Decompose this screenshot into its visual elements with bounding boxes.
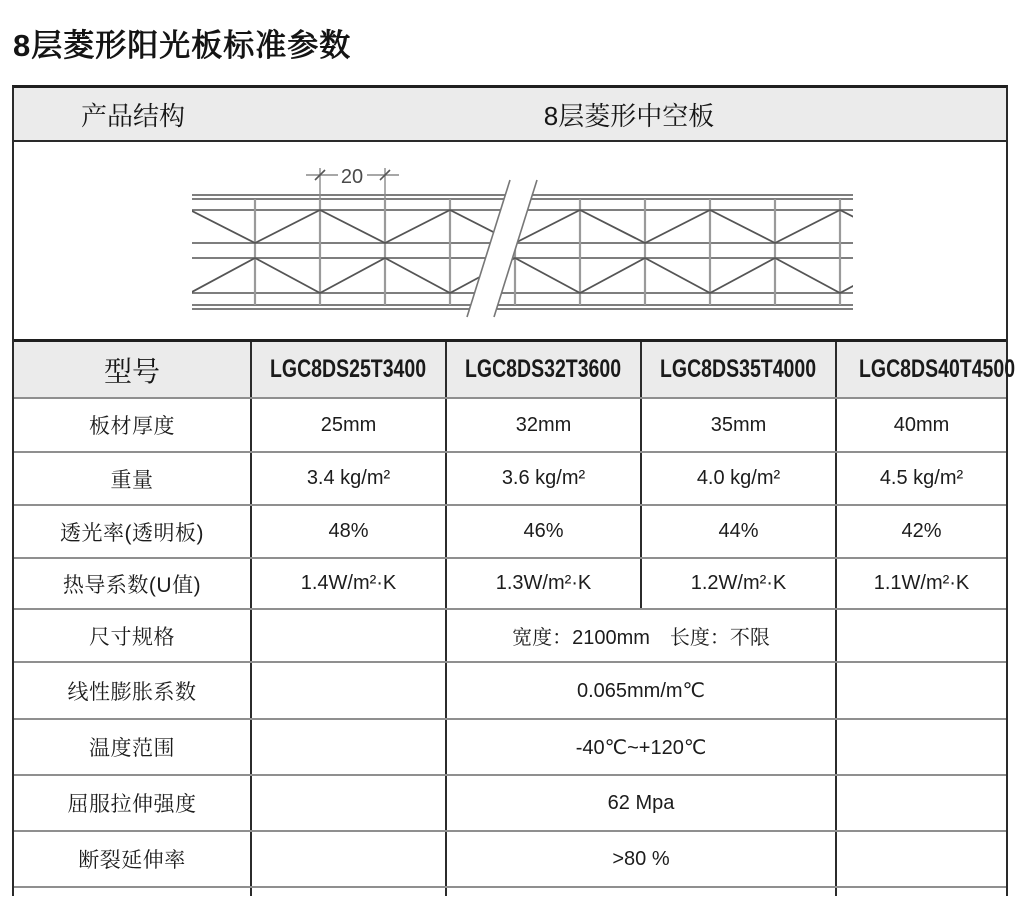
table-cell-empty [837,610,1006,661]
table-cell: 40mm [893,413,950,436]
dimension-label: 20 [340,166,364,188]
table-cell: 1.4W/m²·K [252,559,447,608]
table-cell-empty [837,888,1006,896]
model-name-text: LGC8DS32T3600 [465,355,622,383]
table-row-light-transmittance [14,506,1006,559]
table-cell-empty [252,832,447,886]
table-cell-empty [252,888,447,896]
row-label: 重量 [14,453,252,504]
table-row-u-value [14,559,1006,610]
table-cell-merged: 宽度：2100mm 长度：不限 [447,610,837,661]
table-cell-empty [252,610,447,661]
model-name [642,342,837,397]
table-cell: 46% [447,506,642,557]
row-label: 线性膨胀系数 [14,663,252,718]
row-label: 尺寸规格 [14,610,252,661]
table-cell: 1.1W/m²·K [873,572,970,594]
table-cell-merged: 62 Mpa [447,776,837,830]
table-cell-merged: 0.065mm/m℃ [447,663,837,718]
table-cell: 1.3W/m²·K [447,559,642,608]
table-cell-empty [837,776,1006,830]
table-cell: 1.2W/m²·K [642,559,837,608]
table-cell: 44% [642,506,837,557]
structure-header-row [14,88,1006,142]
model-name [447,342,642,397]
table-cell-empty [837,832,1006,886]
row-label: 板材厚度 [14,399,252,451]
model-name-text: LGC8DS40T4500 [859,355,1016,383]
model-name-text: LGC8DS35T4000 [660,355,817,383]
table-row-dimensions [14,610,1006,663]
table-cell-empty [252,720,447,774]
model-row-label: 型号 [14,342,252,397]
table-cell-empty [252,663,447,718]
table-cell-empty [837,720,1006,774]
table-cell-empty [252,776,447,830]
table-cell: 4.5 kg/m² [879,467,964,489]
break-gap [467,180,537,317]
model-name [837,342,1031,397]
table-cell: 32mm [447,399,642,451]
model-name [252,342,447,397]
table-cell-empty [14,888,252,896]
table-cell-merged: >80 % [447,832,837,886]
panel-cross-section-row [14,142,1006,342]
page-title: 8层菱形阳光板标准参数 [13,28,352,63]
table-cell: 48% [252,506,447,557]
table-row-stub [14,888,1006,896]
row-label: 热导系数(U值) [14,559,252,608]
table-row-elongation [14,832,1006,888]
row-label: 屈服拉伸强度 [14,776,252,830]
table-row-weight [14,453,1006,506]
table-cell: 3.4 kg/m² [252,453,447,504]
table-row-temperature-range [14,720,1006,776]
table-cell: 35mm [642,399,837,451]
row-label: 温度范围 [14,720,252,774]
table-cell: 4.0 kg/m² [642,453,837,504]
table-cell: 3.6 kg/m² [447,453,642,504]
table-cell: 42% [901,520,942,542]
spec-table [12,85,1016,896]
table-cell-empty [447,888,837,896]
model-header-row [14,342,1016,399]
structure-header-value: 8层菱形中空板 [543,100,715,131]
structure-header-label: 产品结构 [80,100,185,131]
table-cell-empty [837,663,1006,718]
panel-cross-section-diagram [14,142,1006,342]
table-cell-merged: -40℃~+120℃ [447,720,837,774]
dimension-20 [306,166,399,199]
row-label: 透光率(透明板) [14,506,252,557]
model-name-text: LGC8DS25T3400 [270,355,427,383]
table-row-thickness [14,399,1006,453]
table-cell: 25mm [252,399,447,451]
row-label: 断裂延伸率 [14,832,252,886]
table-row-tensile-strength [14,776,1006,832]
table-row-linear-expansion [14,663,1006,720]
